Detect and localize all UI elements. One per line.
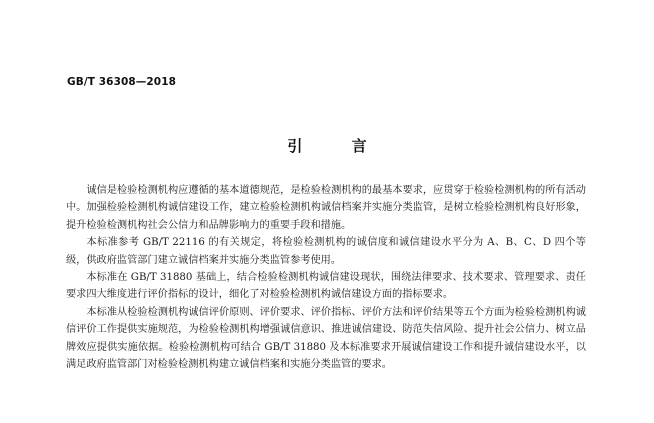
standard-code: GB/T 36308—2018: [67, 76, 177, 88]
section-heading: 引 言: [287, 137, 389, 155]
paragraph-4: 本标准从检验检测机构诚信评价原则、评价要求、评价指标、评价方法和评价结果等五个方面为检验检测机构诚信评价工作提供实施规范，为检验检测机构增强诚信意识、推进诚信建设、防范失信风险、提升社会公信力、树立品牌效应提供实施依据。检验检测机构可结合 GB/T 31880 及本标准要求开展诚信建设工作和提升诚信建设水平，以满足政府监管部门对检验检测机构建立诚信档案和实施分类监管的要求。: [66, 306, 586, 371]
paragraph-3: 本标准在 GB/T 31880 基础上，结合检验检测机构诚信建设现状，围绕法律要求、技术要求、管理要求、责任要求四大维度进行评价指标的设计，细化了对检验检测机构诚信建设方面的指标要求。: [66, 272, 586, 301]
paragraph-1: 诚信是检验检测机构应遵循的基本道德规范，是检验检测机构的最基本要求，应贯穿于检验检测机构的所有活动中。加强检验检测机构诚信建设工作，建立检验检测机构诚信档案并实施分类监管，是树立检验检测机构良好形象，提升检验检测机构社会公信力和品牌影响力的重要手段和措施。: [66, 185, 586, 231]
body-text: [66, 182, 586, 373]
paragraph-2: 本标准参考 GB/T 22116 的有关规定，将检验检测机构的诚信度和诚信建设水平分为 A、B、C、D 四个等级，供政府监管部门建立诚信档案并实施分类监管参考使用。: [66, 237, 586, 266]
